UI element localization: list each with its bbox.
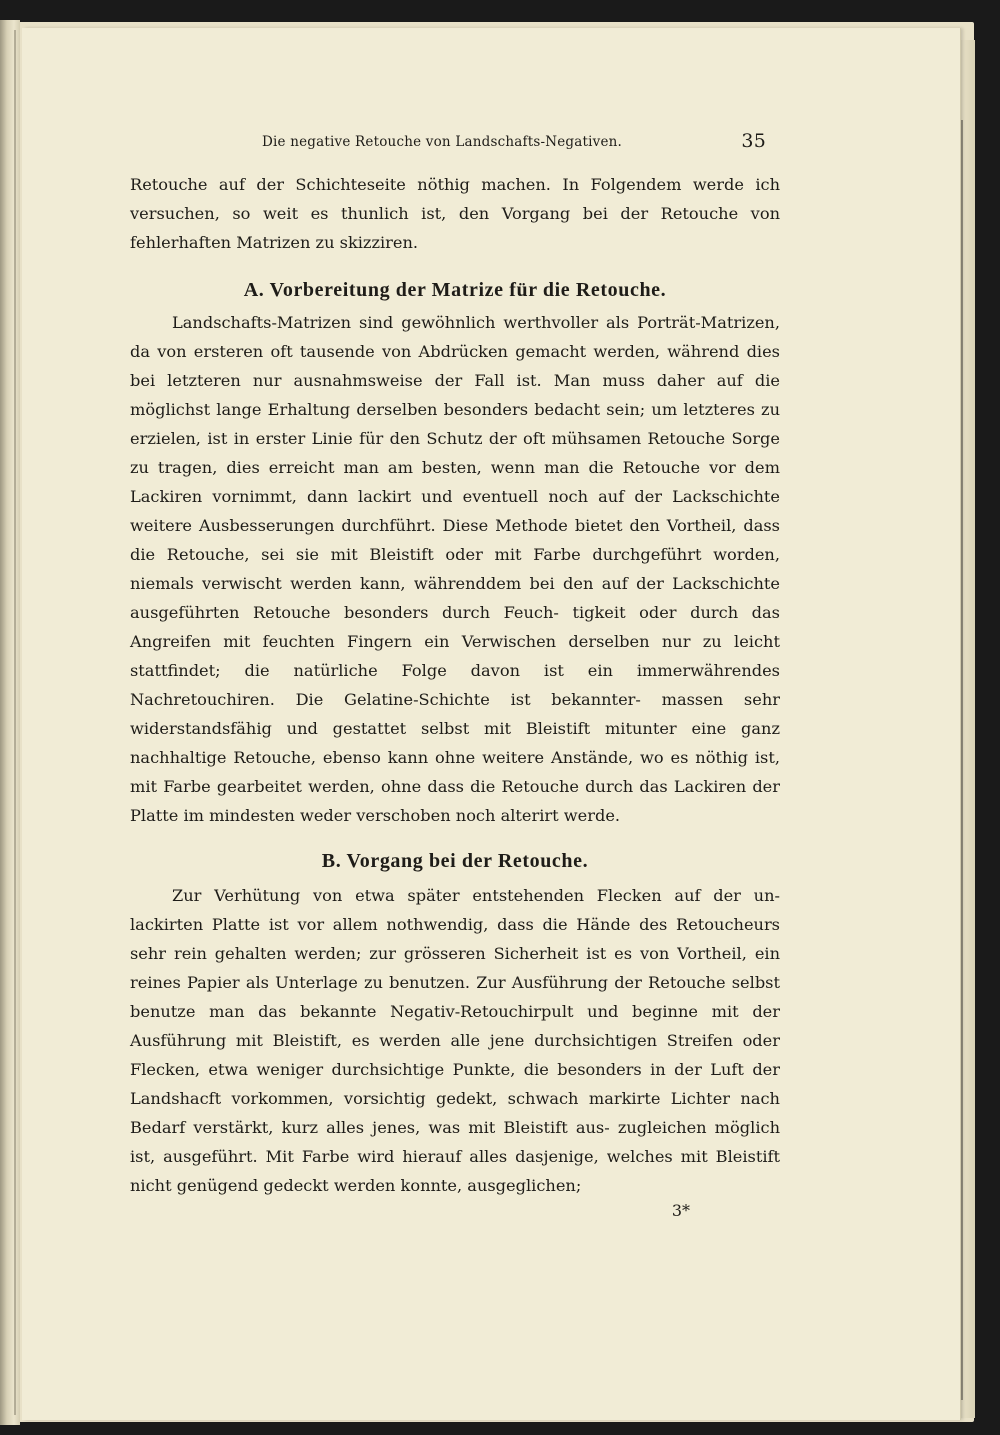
section-b-heading: B. Vorgang bei der Retouche. — [321, 850, 589, 872]
text-line: die möglichst lange Erhaltung derselben besonders bedacht sein; um — [130, 371, 780, 419]
text-line: Luft der Landshacft vorkommen, vorsichtig gedekt, schwach markirte — [130, 1060, 780, 1108]
text-line: sehr rein gehalten werden; zur grösseren Sicherheit ist es von Vortheil, — [130, 944, 747, 963]
section-a-heading: A. Vorbereitung der Matrize für die Retouche. — [243, 279, 667, 301]
running-head — [130, 128, 780, 158]
text-line: Retouche vor dem Lackiren vornimmt, dann lackirt und eventuell noch — [130, 458, 780, 506]
page-content — [130, 128, 780, 1222]
intro-paragraph — [130, 170, 780, 257]
text-line: massen sehr widerstandsfähig und gestattet selbst mit Bleistift mitunter — [130, 690, 780, 738]
text-line: Landschafts-Matrizen sind gewöhnlich werthvoller als Porträt-Matrizen, — [172, 313, 780, 332]
text-line: Retouche Sorge zu tragen, dies erreicht man am besten, wenn man die — [130, 429, 780, 477]
text-line: tigkeit oder durch das Angreifen mit feuchten Fingern ein Verwischen — [130, 603, 780, 651]
text-line: lackirten Platte ist vor allem nothwendig, dass die Hände des Retoucheurs — [130, 915, 780, 934]
text-line: versuchen, so weit es thunlich ist, den Vorgang bei der Retouche von — [130, 204, 780, 223]
text-line: Lichter nach Bedarf verstärkt, kurz alles jenes, was mit Bleistift aus- — [130, 1089, 780, 1137]
text-line: eine ganz nachhaltige Retouche, ebenso kann ohne weitere Anstände, wo — [130, 719, 780, 767]
text-line: der Ausführung mit Bleistift, es werden alle jene durchsichtigen Streifen — [130, 1002, 780, 1050]
text-line: immerwährendes Nachretouchiren. Die Gelatine-Schichte ist bekannter- — [130, 661, 780, 709]
text-line: Retouche auf der Schichteseite nöthig machen. In Folgendem werde ich — [130, 175, 780, 194]
text-line: das Lackiren der Platte im mindesten weder verschoben noch alterirt werde. — [130, 777, 780, 825]
spine-fold-line — [14, 30, 16, 1415]
text-line: letzteres zu erzielen, ist in erster Linie für den Schutz der oft mühsamen — [130, 400, 780, 448]
text-line: auf der Lackschichte weitere Ausbesserungen durchführt. Diese Methode — [130, 487, 780, 535]
text-line: durchgeführt worden, niemals verwischt werden kann, währenddem bei — [130, 545, 780, 593]
text-line: ein reines Papier als Unterlage zu benutzen. Zur Ausführung der Retouche — [130, 944, 780, 992]
page-number: 35 — [741, 130, 766, 152]
text-line: welches mit Bleistift nicht genügend gedeckt werden konnte, ausgeglichen; — [130, 1147, 780, 1195]
page-edge-shadow — [961, 120, 963, 1400]
text-line: Zur Verhütung von etwa später entstehenden Flecken auf der un- — [172, 886, 780, 905]
text-line: es nöthig ist, mit Farbe gearbeitet werden, ohne dass die Retouche durch — [130, 748, 780, 796]
section-a-paragraph — [130, 308, 780, 830]
text-line: dies bei letzteren nur ausnahmsweise der Fall ist. Man muss daher auf — [130, 342, 780, 390]
text-line: zugleichen möglich ist, ausgeführt. Mit Farbe wird hierauf alles dasjenige, — [130, 1118, 780, 1166]
book-spine — [0, 20, 20, 1425]
text-line: den auf der Lackschichte ausgeführten Retouche besonders durch Feuch- — [130, 574, 780, 622]
text-line: da von ersteren oft tausende von Abdrücken gemacht werden, während — [130, 342, 740, 361]
text-line: fehlerhaften Matrizen zu skizziren. — [130, 233, 419, 252]
text-line: selbst benutze man das bekannte Negativ-Retouchirpult und beginne mit — [130, 973, 780, 1021]
section-b-paragraph — [130, 881, 780, 1200]
text-line: oder Flecken, etwa weniger durchsichtige Punkte, die besonders in der — [130, 1031, 780, 1079]
text-line: bietet den Vortheil, dass die Retouche, sei sie mit Bleistift oder mit Farbe — [130, 516, 780, 564]
running-head-title: Die negative Retouche von Landschafts-Negativen. — [262, 134, 623, 150]
text-line: derselben nur zu leicht stattfindet; die natürliche Folge davon ist ein — [130, 632, 780, 680]
signature-mark: 3* — [671, 1201, 690, 1220]
